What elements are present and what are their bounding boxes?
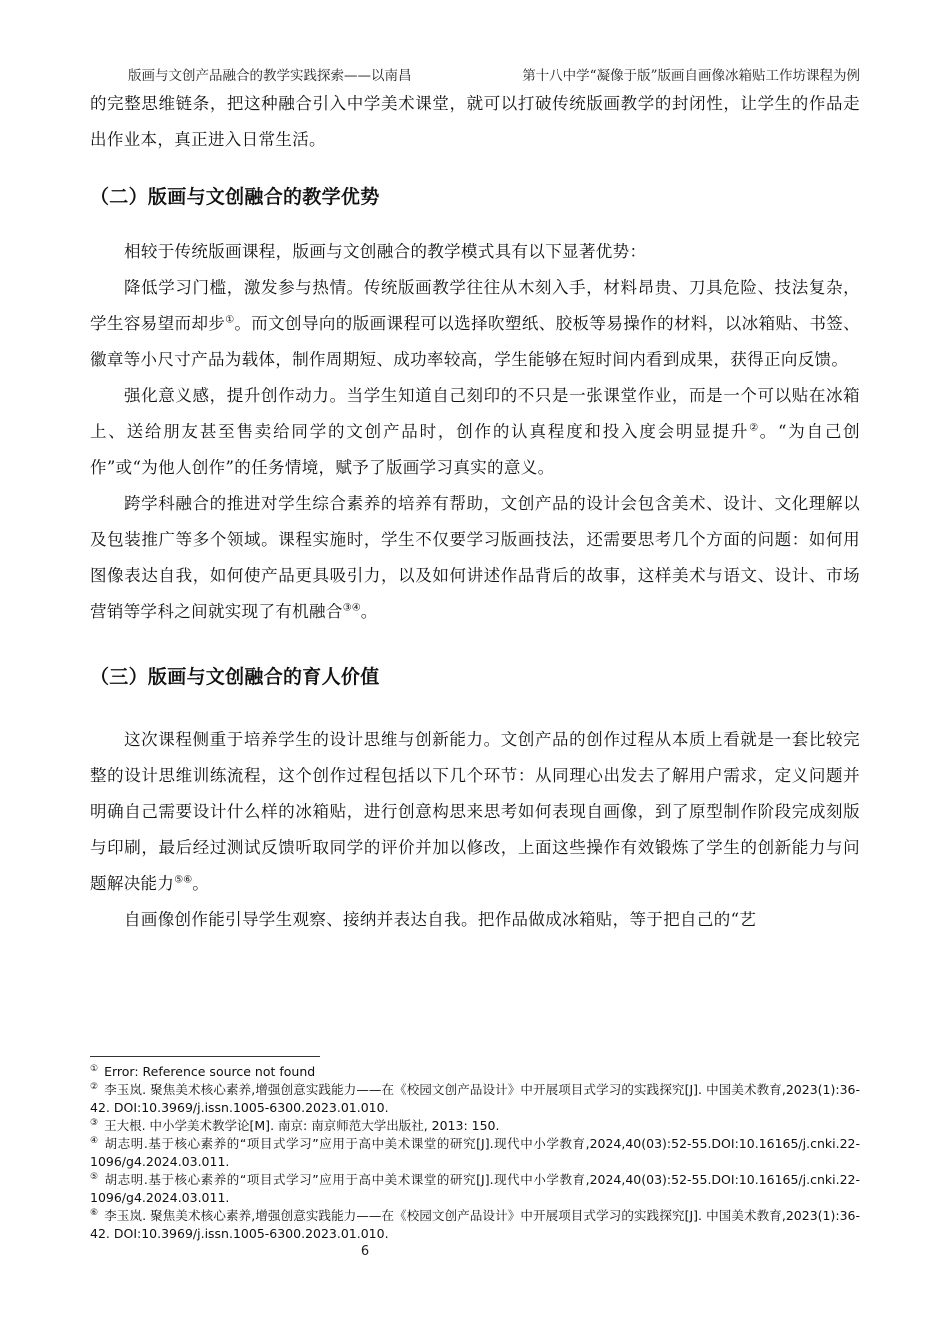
section-heading-educational-value: （三）版画与文创融合的育人价值 [90, 666, 380, 688]
design-thinking-paragraph [90, 722, 860, 902]
footnote-marker-5-6[interactable]: ⑤⑥ [174, 874, 193, 886]
footnote-mark: ① [90, 1063, 99, 1074]
paragraph-text: 跨学科融合的推进对学生综合素养的培养有帮助，文创产品的设计会包含美术、设计、文化理解以及包装推广等多个领域。课程实施时，学生不仅要学习版画技法，还需要思考几个方面的问题：如何用图像表达自我，如何使产品更具吸引力，以及如何讲述作品背后的故事，这样美术与语文、设计、市场营销等学科之间就实现了有机融合 [90, 494, 860, 621]
footnote-mark: ⑤ [90, 1171, 99, 1182]
paragraph-text: 。而文创导向的版画课程可以选择吹塑纸、胶板等易操作的材料，以冰箱贴、书签、徽章等小尺寸产品为载体，制作周期短、成功率较高，学生能够在短时间内看到成果，获得正向反馈。 [90, 314, 860, 369]
footnote-marker-1[interactable]: ① [225, 314, 235, 326]
footnote-2 [90, 1081, 860, 1117]
footnote-3 [90, 1117, 860, 1135]
running-header [90, 66, 860, 86]
footnote-mark: ② [90, 1081, 99, 1092]
section-heading-teaching-advantages: （二）版画与文创融合的教学优势 [90, 186, 380, 208]
footnote-6 [90, 1207, 860, 1243]
self-portrait-paragraph: 自画像创作能引导学生观察、接纳并表达自我。把作品做成冰箱贴，等于把自己的“艺 [124, 910, 757, 929]
paragraph-text: 。“为自己创作”或“为他人创作”的任务情境，赋予了版画学习真实的意义。 [90, 422, 860, 477]
footnote-marker-3-4[interactable]: ③④ [342, 602, 361, 614]
paragraph-text: 这次课程侧重于培养学生的设计思维与创新能力。文创产品的创作过程从本质上看就是一套比较完整的设计思维训练流程，这个创作过程包括以下几个环节：从同理心出发去了解用户需求，定义问题并明确自己需要设计什么样的冰箱贴，进行创意构思来思考如何表现自画像，到了原型制作阶段完成刻版与印刷，最后经过测试反馈听取同学的评价并加以修改，上面这些操作有效锻炼了学生的创新能力与问题解决能力 [90, 730, 860, 893]
page-body [90, 86, 860, 938]
paragraph-text: 。 [192, 874, 210, 893]
footnote-marker-2[interactable]: ② [749, 422, 760, 434]
paragraph-text: 降低学习门槛，激发参与热情。传统版画教学往往从木刻入手，材料昂贵、刀具危险、技法复杂，学生容易望而却步 [90, 278, 860, 333]
intro-continuation-paragraph: 的完整思维链条，把这种融合引入中学美术课堂，就可以打破传统版画教学的封闭性，让学生的作品走出作业本，真正进入日常生活。 [90, 94, 860, 149]
advantages-intro-paragraph: 相较于传统版画课程，版画与文创融合的教学模式具有以下显著优势： [124, 242, 647, 261]
footnote-4 [90, 1135, 860, 1171]
page-number: 6 [360, 1244, 370, 1259]
footnote-mark: ④ [90, 1135, 99, 1146]
running-header-right: 第十八中学“凝像于版”版画自画像冰箱贴工作坊课程为例 [522, 68, 860, 84]
footnote-text: 李玉岚. 聚焦美术核心素养,增强创意实践能力——在《校园文创产品设计》中开展项目式学习的实践探究[J]. 中国美术教育,2023(1):36-42. DOI:10.3969/j.issn.1005-6300.2023.01.010. [90, 1082, 860, 1115]
footnote-text: 胡志明.基于核心素养的“项目式学习”应用于高中美术课堂的研究[J].现代中小学教育,2024,40(03):52-55.DOI:10.16165/j.cnki.22-1096/g4.2024.03.011. [90, 1172, 860, 1205]
footnotes [90, 1063, 860, 1243]
footnote-mark: ⑥ [90, 1207, 99, 1218]
paragraph-text: 。 [360, 602, 378, 621]
footnote-text: 李玉岚. 聚焦美术核心素养,增强创意实践能力——在《校园文创产品设计》中开展项目式学习的实践探究[J]. 中国美术教育,2023(1):36-42. DOI:10.3969/j.issn.1005-6300.2023.01.010. [90, 1208, 860, 1241]
meaning-motivation-paragraph [90, 378, 860, 486]
footnote-5 [90, 1171, 860, 1207]
footnote-text: 胡志明.基于核心素养的“项目式学习”应用于高中美术课堂的研究[J].现代中小学教育,2024,40(03):52-55.DOI:10.16165/j.cnki.22-1096/g4.2024.03.011. [90, 1136, 860, 1169]
lower-threshold-paragraph [90, 270, 860, 378]
footnote-text: Error: Reference source not found [104, 1064, 316, 1079]
interdisciplinary-paragraph [90, 486, 860, 630]
footnote-mark: ③ [90, 1117, 99, 1128]
footnote-text: 王大根. 中小学美术教学论[M]. 南京: 南京师范大学出版社, 2013: 150. [104, 1118, 500, 1133]
paragraph-text: 强化意义感，提升创作动力。当学生知道自己刻印的不只是一张课堂作业，而是一个可以贴在冰箱上、送给朋友甚至售卖给同学的文创产品时，创作的认真程度和投入度会明显提升 [90, 386, 860, 441]
footnote-1 [90, 1063, 860, 1081]
footnote-separator [90, 1056, 320, 1057]
running-header-left: 版画与文创产品融合的教学实践探索——以南昌 [128, 68, 412, 84]
